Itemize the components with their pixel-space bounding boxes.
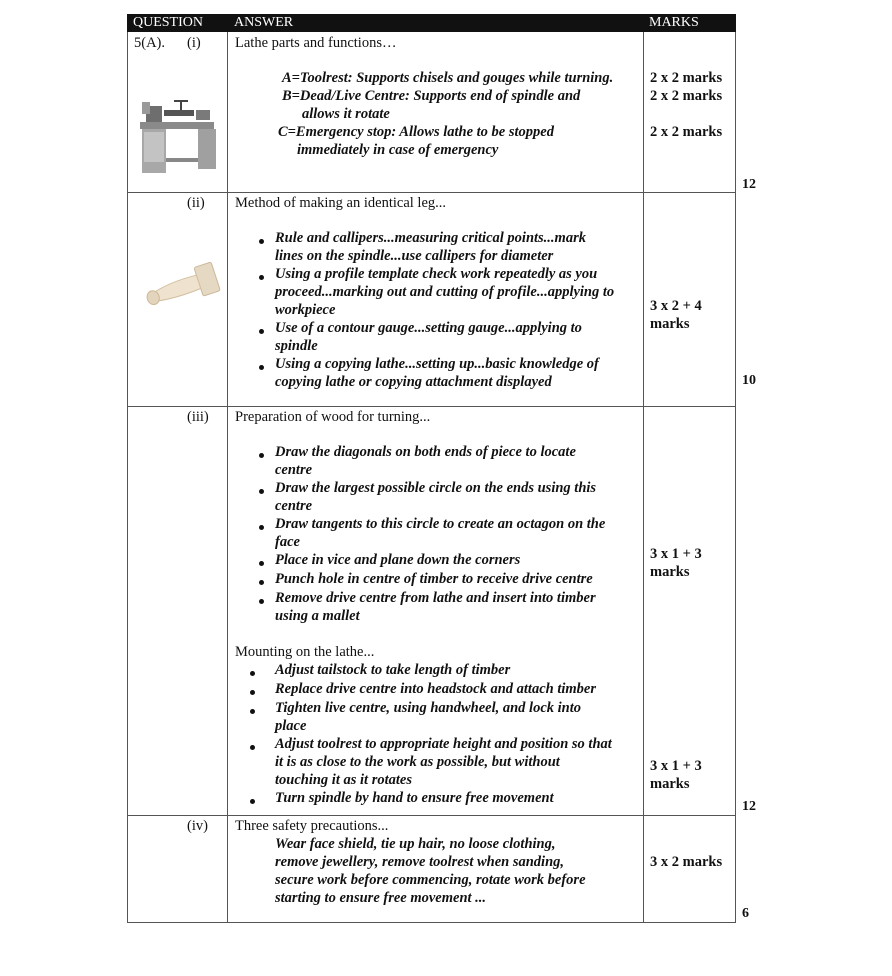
marks-value: marks: [650, 316, 690, 332]
question-part: (iii): [187, 409, 209, 425]
marks-value: 3 x 1 + 3: [650, 546, 702, 562]
bullet: [259, 239, 264, 244]
question-part: (iv): [187, 818, 208, 834]
question-number: 5(A).: [134, 35, 166, 51]
table-row-i: [127, 32, 736, 193]
row-iv-title: Three safety precautions...: [235, 818, 389, 834]
answer-line: Using a profile template check work repeatedly as you: [275, 266, 598, 282]
row-total-iii: 12: [742, 799, 756, 814]
table-header: [127, 14, 736, 32]
bullet: [250, 690, 255, 695]
row-iii-subtitle: Mounting on the lathe...: [235, 644, 375, 660]
table-row-iii: [127, 406, 736, 816]
bullet: [259, 365, 264, 370]
marks-value: 3 x 2 marks: [650, 854, 723, 870]
bullet: [259, 275, 264, 280]
answer-line: it is as close to the work as possible, but without: [275, 754, 560, 770]
row-total-ii: 10: [742, 373, 756, 388]
answer-line: centre: [275, 498, 313, 514]
answer-line: touching it as it rotates: [275, 772, 412, 788]
row-total-i: 12: [742, 177, 756, 192]
answer-line: place: [275, 718, 307, 734]
bullet: [250, 709, 255, 714]
row-ii-title: Method of making an identical leg...: [235, 195, 447, 211]
row-total-iv: 6: [742, 906, 749, 921]
table-row-iv: [127, 815, 736, 923]
marks-value: 2 x 2 marks: [650, 70, 723, 86]
marks-value: marks: [650, 776, 690, 792]
answer-line: workpiece: [275, 302, 336, 318]
answer-line: Turn spindle by hand to ensure free movement: [275, 790, 554, 806]
answer-line: C=Emergency stop: Allows lathe to be stopped: [278, 124, 554, 140]
header-marks: MARKS: [649, 15, 699, 30]
bullet: [259, 580, 264, 585]
marks-value: marks: [650, 564, 690, 580]
answer-line: centre: [275, 462, 313, 478]
question-part: (ii): [187, 195, 205, 211]
marks-value: 3 x 2 + 4: [650, 298, 702, 314]
bullet: [259, 525, 264, 530]
answer-line: Remove drive centre from lathe and insert into timber: [275, 590, 596, 606]
answer-line: spindle: [275, 338, 318, 354]
answer-line: remove jewellery, remove toolrest when sanding,: [275, 854, 565, 870]
answer-line: Draw tangents to this circle to create an octagon on the: [275, 516, 606, 532]
row-iii-title: Preparation of wood for turning...: [235, 409, 431, 425]
answer-line: Rule and callipers...measuring critical points...mark: [275, 230, 586, 246]
answer-line: Draw the largest possible circle on the ends using this: [275, 480, 597, 496]
answer-line: Tighten live centre, using handwheel, and lock into: [275, 700, 582, 716]
answer-line: Draw the diagonals on both ends of piece to locate: [275, 444, 576, 460]
answer-line: allows it rotate: [302, 106, 390, 122]
row-i-title: Lathe parts and functions…: [235, 35, 397, 51]
answer-line: secure work before commencing, rotate work before: [275, 872, 586, 888]
marks-value: 2 x 2 marks: [650, 124, 723, 140]
answer-line: starting to ensure free movement ...: [275, 890, 487, 906]
bullet: [250, 799, 255, 804]
answer-line: B=Dead/Live Centre: Supports end of spindle and: [282, 88, 581, 104]
header-question: QUESTION: [133, 15, 203, 30]
bullet: [259, 489, 264, 494]
bullet: [259, 561, 264, 566]
answer-line: copying lathe or copying attachment displayed: [275, 374, 552, 390]
answer-line: proceed...marking out and cutting of profile...applying to: [275, 284, 615, 300]
marks-value: 2 x 2 marks: [650, 88, 723, 104]
answer-line: face: [275, 534, 300, 550]
answer-line: lines on the spindle...use callipers for diameter: [275, 248, 554, 264]
answer-line: Replace drive centre into headstock and attach timber: [275, 681, 596, 697]
bullet: [250, 745, 255, 750]
header-answer: ANSWER: [234, 15, 294, 30]
answer-line: Adjust toolrest to appropriate height and position so that: [275, 736, 612, 752]
bullet: [259, 599, 264, 604]
answer-line: Place in vice and plane down the corners: [275, 552, 521, 568]
answer-line: A=Toolrest: Supports chisels and gouges while turning.: [282, 70, 614, 86]
answer-line: immediately in case of emergency: [297, 142, 499, 158]
bullet: [259, 329, 264, 334]
bullet: [250, 671, 255, 676]
marks-value: 3 x 1 + 3: [650, 758, 702, 774]
answer-line: using a mallet: [275, 608, 360, 624]
table-row-ii: [127, 192, 736, 407]
wood-lathe-image: [134, 98, 222, 176]
answer-line: Wear face shield, tie up hair, no loose clothing,: [275, 836, 556, 852]
question-part: (i): [187, 35, 201, 51]
answer-line: Using a copying lathe...setting up...basic knowledge of: [275, 356, 599, 372]
answer-line: Punch hole in centre of timber to receive drive centre: [275, 571, 593, 587]
answer-line: Use of a contour gauge...setting gauge...applying to: [275, 320, 582, 336]
turned-table-leg-image: [142, 258, 224, 320]
answer-line: Adjust tailstock to take length of timber: [275, 662, 511, 678]
bullet: [259, 453, 264, 458]
